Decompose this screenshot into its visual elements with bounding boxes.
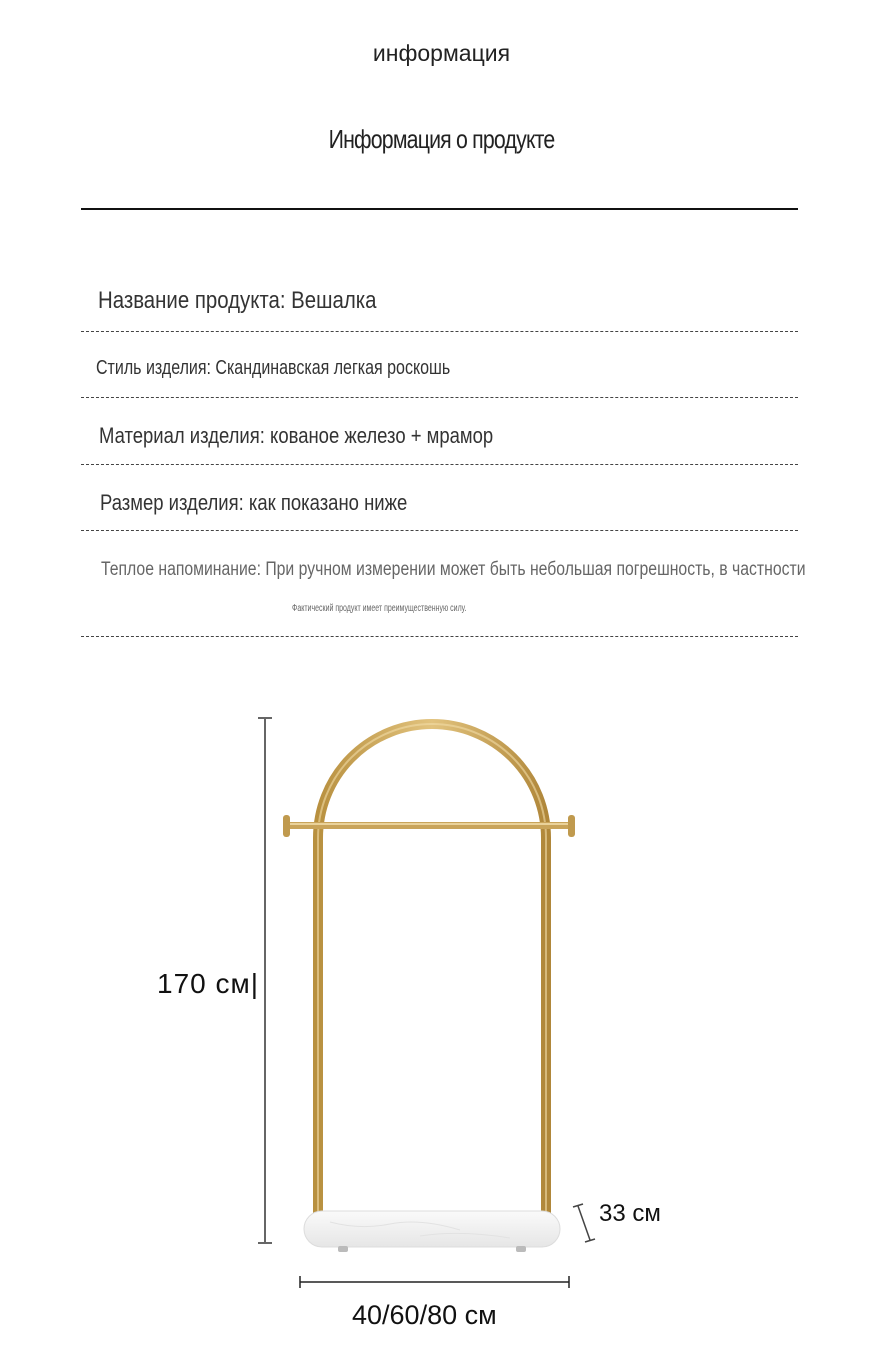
product-style: Стиль изделия: Скандинавская легкая роскошь (96, 357, 451, 379)
product-size: Размер изделия: как показано ниже (100, 490, 408, 515)
warm-reminder: Теплое напоминание: При ручном измерении может быть небольшая погрешность, в частности (101, 559, 806, 580)
width-label: 40/60/80 см (352, 1300, 497, 1330)
depth-label: 33 см (599, 1200, 661, 1227)
height-dimension-line (258, 718, 272, 1243)
depth-dimension-line (573, 1204, 595, 1242)
product-name: Название продукта: Вешалка (98, 287, 377, 314)
height-label: 170 см| (157, 968, 260, 999)
section-title: информация (372, 40, 511, 66)
product-info-title: Информация о продукте (328, 124, 555, 154)
hanging-bar (283, 815, 575, 837)
product-material: Материал изделия: кованое железо + мрамор (99, 423, 494, 448)
width-dimension-line (300, 1276, 569, 1288)
actual-product-note: Фактический продукт имеет преимущественную силу. (292, 603, 467, 614)
marble-base (304, 1211, 560, 1252)
arch-frame (318, 724, 546, 1222)
